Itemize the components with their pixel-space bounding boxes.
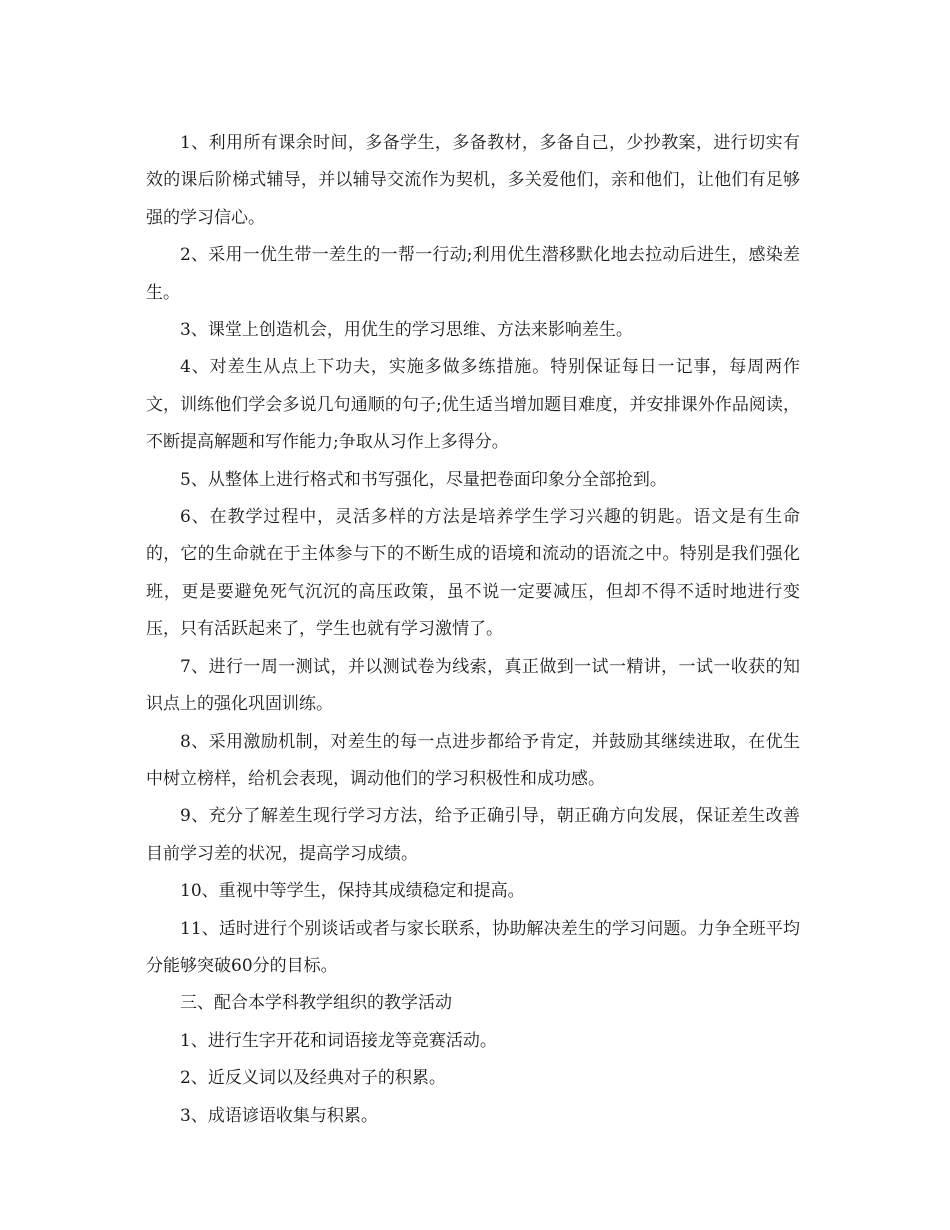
activity-item-3: 3、成语谚语收集与积累。 (180, 1105, 378, 1126)
paragraph-5: 5、从整体上进行格式和书写强化，尽量把卷面印象分全部抢到。 (180, 469, 667, 490)
activity-item-1: 1、进行生字开花和词语接龙等竞赛活动。 (180, 1030, 497, 1051)
section-heading: 三、配合本学科教学组织的教学活动 (180, 993, 452, 1014)
activity-item-2: 2、近反义词以及经典对子的积累。 (180, 1068, 446, 1089)
paragraph-10: 10、重视中等学生，保持其成绩稳定和提高。 (180, 881, 525, 902)
paragraph-1: 1、利用所有课余时间，多备学生，多备教材，多备自己，少抄教案，进行切实有效的课后阶梯式辅导，并以辅导交流作为契机，多关爱他们，亲和他们，让他们有足够强的学习信心。 (146, 133, 800, 228)
paragraph-9: 9、充分了解差生现行学习方法，给予正确引导，朝正确方向发展，保证差生改善目前学习差的状况，提高学习成绩。 (146, 806, 800, 864)
document-body (146, 125, 800, 1135)
paragraph-4: 4、对差生从点上下功夫，实施多做多练措施。特别保证每日一记事，每周两作文，训练他们学会多说几句通顺的句子;优生适当增加题目难度，并安排课外作品阅读，不断提高解题和写作能力;争取从习作上多得分。 (146, 357, 800, 453)
paragraph-6: 6、在教学过程中，灵活多样的方法是培养学生学习兴趣的钥匙。语文是有生命的，它的生命就在于主体参与下的不断生成的语境和流动的语流之中。特别是我们强化班，更是要避免死气沉沉的高压政策，虽不说一定要减压，但却不得不适时地进行变压，只有活跃起来了，学生也就有学习激情了。 (146, 507, 800, 640)
paragraph-3: 3、课堂上创造机会，用优生的学习思维、方法来影响差生。 (180, 320, 633, 341)
paragraph-7: 7、进行一周一测试，并以测试卷为线索，真正做到一试一精讲，一试一收获的知识点上的强化巩固训练。 (146, 656, 800, 715)
paragraph-8: 8、采用激励机制，对差生的每一点进步都给予肯定，并鼓励其继续进取，在优生中树立榜样，给机会表现，调动他们的学习积极性和成功感。 (146, 731, 800, 789)
paragraph-11: 11、适时进行个别谈话或者与家长联系，协助解决差生的学习问题。力争全班平均分能够突破60分的目标。 (146, 918, 800, 976)
paragraph-2: 2、采用一优生带一差生的一帮一行动;利用优生潜移默化地去拉动后进生，感染差生。 (146, 245, 800, 303)
